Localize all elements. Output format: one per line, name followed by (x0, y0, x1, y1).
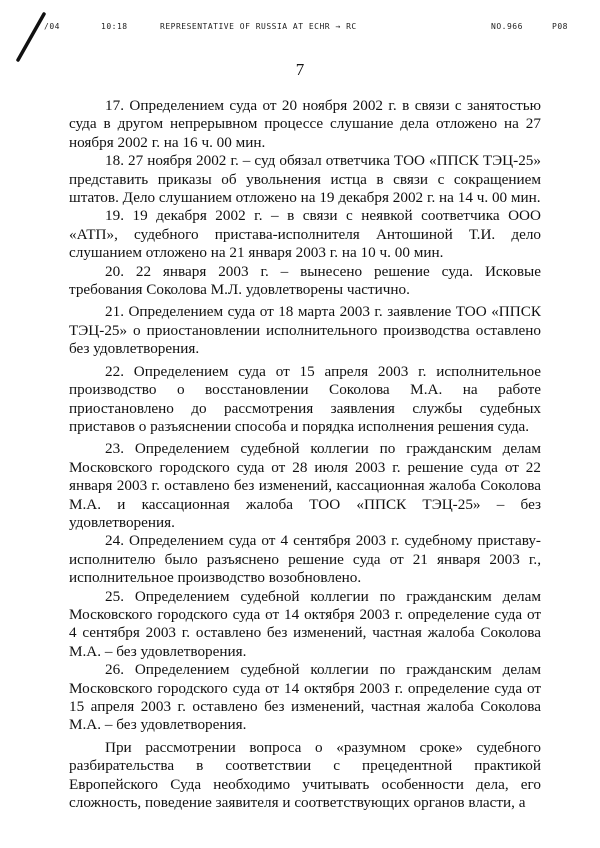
paragraph-20: 20. 22 января 2003 г. – вынесено решение суда. Исковые требования Соколова М.Л. удовлетворены частично. (69, 262, 541, 299)
paragraph-25: 25. Определением судебной коллегии по гражданским делам Московского городского суда от 14 октября 2003 г. определение суда от 4 сентября 2003 г. оставлено без изменений, частная жалоба Соколова М.А. – без удовлетворения. (69, 587, 541, 660)
fax-sender: REPRESENTATIVE OF RUSSIA AT ECHR → RC (160, 22, 357, 31)
document-body (69, 97, 541, 812)
paragraph-17: 17. Определением суда от 20 ноября 2002 г. в связи с занятостью суда в другом непрерывном процессе слушание дела отложено на 27 ноября 2002 г. на 16 ч. 00 мин. (69, 97, 541, 151)
paragraph-19: 19. 19 декабря 2002 г. – в связи с неявкой соответчика ООО «АТП», судебного пристава-исполнителя Антошиной Т.И. дело слушанием отложено на 21 января 2003 г. на 10 ч. 00 мин. (69, 207, 541, 262)
handwritten-slash-mark (14, 12, 48, 62)
paragraph-18: 18. 27 ноября 2002 г. – суд обязал ответчика ТОО «ППСК ТЭЦ-25» представить приказы об увольнения истца в связи с сокращением штатов. Дело слушанием отложено на 19 декабря 2002 г. на 14 ч. 00 мин. (69, 152, 541, 207)
fax-date: /04 (44, 22, 60, 31)
fax-header (0, 22, 600, 36)
fax-time: 10:18 (101, 22, 128, 31)
paragraph-22: 22. Определением суда от 15 апреля 2003 г. исполнительное производство о восстановлении Соколова М.А. на работе приостановлено до рассмотрения заявления службы судебных приставов о разъяснении способа и порядка исполнения решения суда. (69, 362, 541, 435)
fax-page: P08 (552, 22, 568, 31)
paragraph-23: 23. Определением судебной коллегии по гражданским делам Московского городского суда от 28 июля 2003 г. решение суда от 22 января 2003 г. оставлено без изменений, кассационная жалоба Соколова М.А. и кассационная жалоба ТОО «ППСК ТЭЦ-25» – без удовлетворения. (69, 440, 541, 531)
paragraph-26: 26. Определением судебной коллегии по гражданским делам Московского городского суда от 14 октября 2003 г. определение суда от 15 апреля 2003 г. оставлено без изменений, частная жалоба Соколова М.А. – без удовлетворения. (69, 661, 541, 734)
paragraph-21: 21. Определением суда от 18 марта 2003 г. заявление ТОО «ППСК ТЭЦ-25» о приостановлении исполнительного производства оставлено без удовлетворения. (69, 303, 541, 358)
paragraph-reasonable-time: При рассмотрении вопроса о «разумном сроке» судебного разбирательства в соответствии с прецедентной практикой Европейского Суда необходимо учитывать особенности дела, его сложность, поведение заявителя и соответствующих органов власти, а (69, 738, 541, 812)
fax-number: NO.966 (491, 22, 523, 31)
page-number: 7 (295, 60, 305, 79)
paragraph-24: 24. Определением суда от 4 сентября 2003 г. судебному приставу-исполнителю было разъяснено решение суда от 21 января 2003 г., исполнительное производство возобновлено. (69, 532, 541, 587)
